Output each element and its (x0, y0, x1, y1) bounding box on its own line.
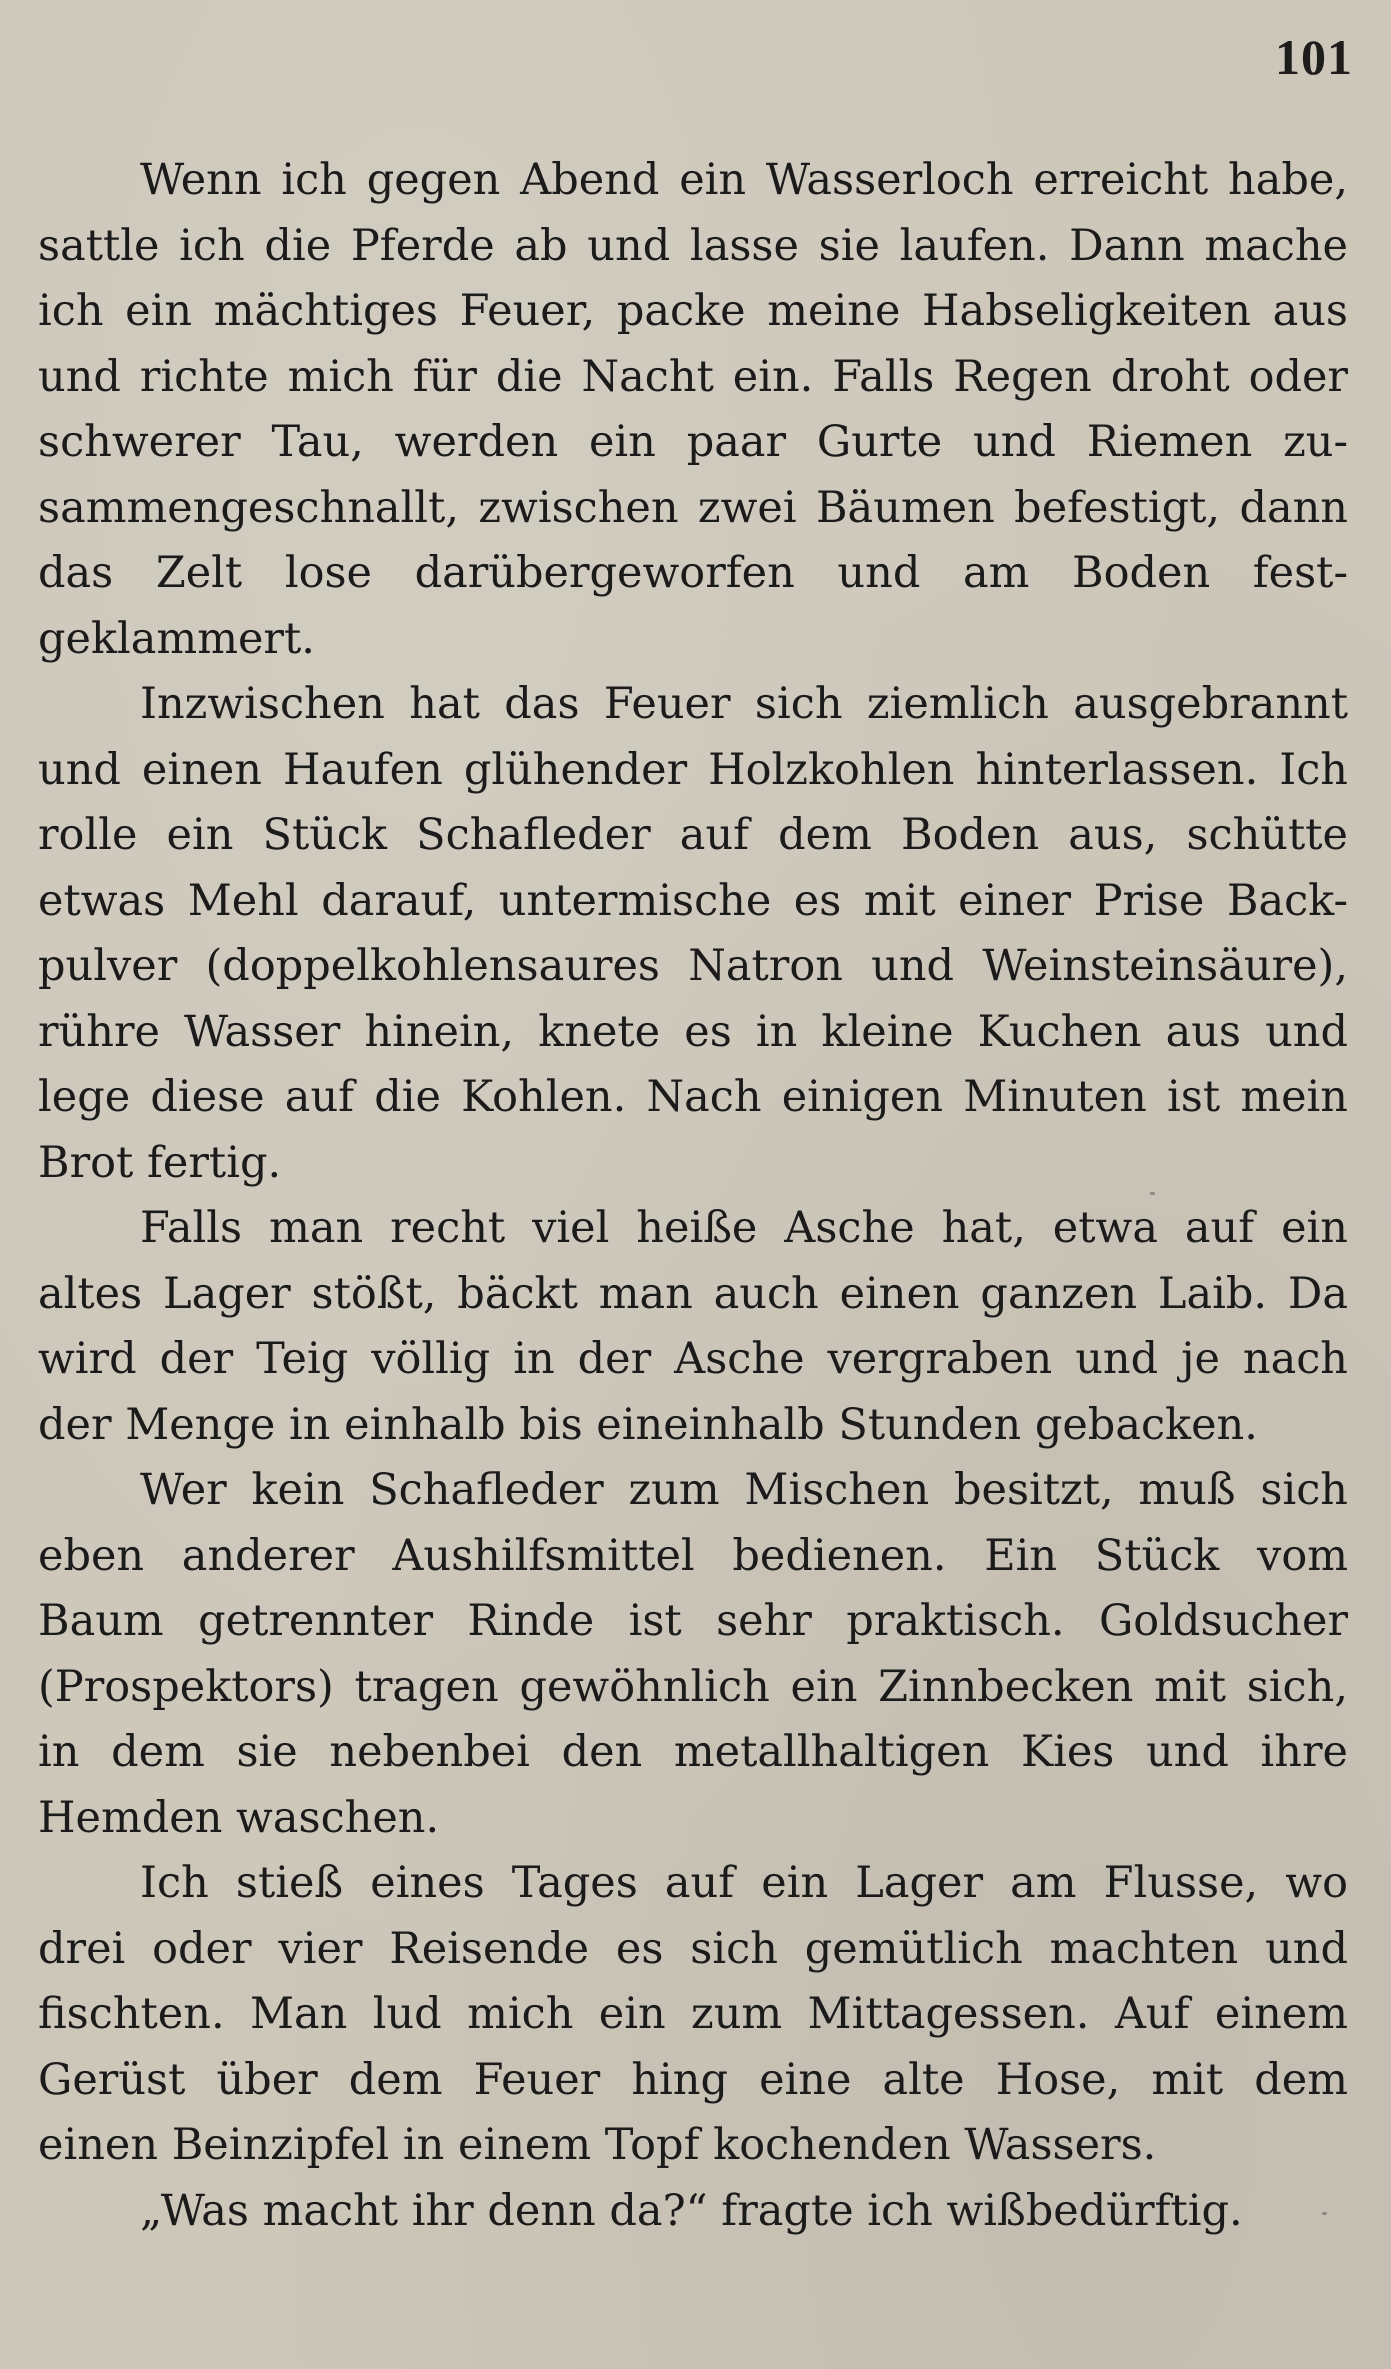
text-line: Ich stieß eines Tages auf ein Lager am Flusse, wo (140, 1858, 1348, 1908)
text-line: ich ein mächtiges Feuer, packe meine Habseligkeiten aus (38, 286, 1348, 336)
paragraph-2 (38, 672, 1348, 1196)
text-line: etwas Mehl darauf, untermische es mit einer Prise Back- (38, 875, 1348, 926)
text-line: und richte mich für die Nacht ein. Falls Regen droht oder (38, 351, 1348, 402)
text-line: und einen Haufen glühender Holzkohlen hinterlassen. Ich (38, 744, 1348, 795)
text-line: einen Beinzipfel in einem Topf kochenden Wassers. (38, 2120, 1157, 2170)
paper-speck (1322, 2212, 1327, 2215)
paragraph-3 (38, 1196, 1348, 1458)
text-line: fischten. Man lud mich ein zum Mittagessen. Auf einem (38, 1989, 1348, 2039)
text-line: in dem sie nebenbei den metallhaltigen Kies und ihre (38, 1727, 1348, 1777)
text-line: eben anderer Aushilfsmittel bedienen. Ein Stück vom (38, 1530, 1348, 1581)
text-line: Inzwischen hat das Feuer sich ziemlich ausgebrannt (140, 679, 1348, 729)
text-line: sattle ich die Pferde ab und lasse sie laufen. Dann mache (38, 220, 1348, 271)
text-line: (Prospektors) tragen gewöhnlich ein Zinnbecken mit sich, (38, 1661, 1348, 1712)
body-text (38, 148, 1348, 2244)
text-line: rühre Wasser hinein, knete es in kleine Kuchen aus und (38, 1006, 1348, 1057)
text-line: lege diese auf die Kohlen. Nach einigen Minuten ist mein (38, 1072, 1348, 1122)
text-line: Hemden waschen. (38, 1792, 440, 1843)
text-line: Falls man recht viel heiße Asche hat, etwa auf ein (140, 1203, 1348, 1253)
text-line: geklammert. (38, 613, 315, 664)
text-line: Baum getrennter Rinde ist sehr praktisch. Goldsucher (38, 1596, 1348, 1646)
text-line: rolle ein Stück Schafleder auf dem Boden aus, schütte (38, 810, 1348, 860)
text-line: wird der Teig völlig in der Asche vergraben und je nach (38, 1334, 1348, 1384)
paragraph-4 (38, 1458, 1348, 1851)
paragraph-1 (38, 148, 1348, 672)
text-line: altes Lager stößt, bäckt man auch einen ganzen Laib. Da (38, 1268, 1348, 1319)
text-line: Wenn ich gegen Abend ein Wasserloch erreicht habe, (140, 155, 1348, 205)
paper-speck (1150, 1192, 1155, 1195)
text-line: Gerüst über dem Feuer hing eine alte Hose, mit dem (38, 2054, 1348, 2105)
text-line: der Menge in einhalb bis eineinhalb Stunden gebacken. (38, 1399, 1258, 1450)
text-line: schwerer Tau, werden ein paar Gurte und Riemen zu- (38, 417, 1348, 467)
text-line: „Was macht ihr denn da?“ fragte ich wißbedürftig. (140, 2185, 1243, 2236)
text-line: drei oder vier Reisende es sich gemütlich machten und (38, 1923, 1348, 1974)
page-number: 101 (1275, 29, 1353, 85)
paragraph-5 (38, 1851, 1348, 2179)
text-line: Brot fertig. (38, 1137, 282, 1188)
text-line: pulver (doppelkohlensaures Natron und Weinsteinsäure), (38, 941, 1348, 991)
paragraph-6 (38, 2179, 1348, 2245)
text-line: sammengeschnallt, zwischen zwei Bäumen befestigt, dann (38, 482, 1348, 533)
text-line: Wer kein Schafleder zum Mischen besitzt, muß sich (140, 1465, 1348, 1515)
text-line: das Zelt lose darübergeworfen und am Boden fest- (38, 548, 1348, 598)
